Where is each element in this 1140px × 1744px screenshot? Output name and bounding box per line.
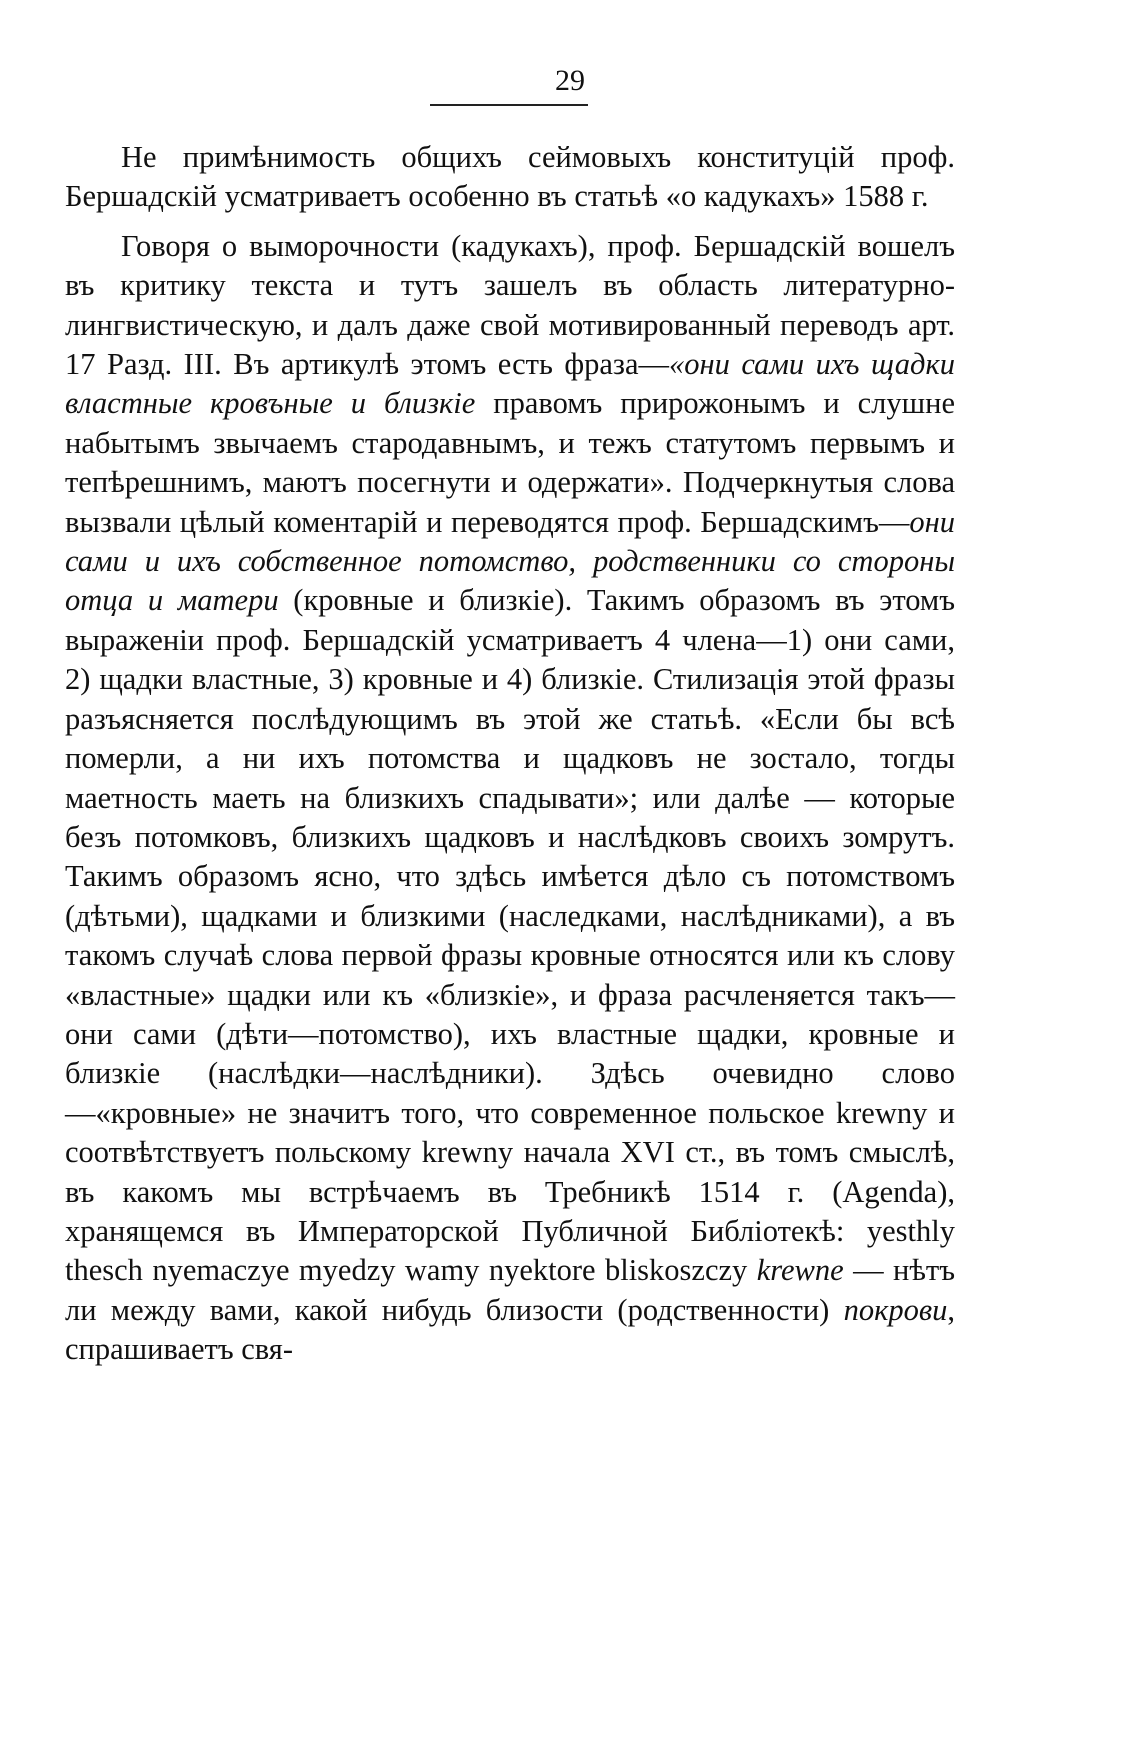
paragraph-2-text-3: (кровные и близкіе). Такимъ образомъ въ этомъ выраженіи проф. Бершадскій усматриваетъ 4 члена—1) они сами, 2) щадки властные, 3) кровные и 4) близкіе. Стилизація этой фразы разъясняется послѣдующимъ въ этой же статьѣ. «Если бы всѣ померли, а ни ихъ потомства и щадковъ не зостало, тогды маетность маеть на близкихъ спадывати»; или далѣе — которые безъ потомковъ, близкихъ щадковъ и наслѣдковъ своихъ зомрутъ. Такимъ образомъ ясно, что здѣсь имѣется дѣло съ потомствомъ (дѣтьми), щадками и близкими (наследками, наслѣдниками), а въ такомъ случаѣ слова первой фразы кровные относятся или къ слову «властные» щадки или къ «близкіе», и фраза расчленяется такъ—они сами (дѣти—потомство), ихъ властные щадки, кровные и близкіе (наслѣдки—наслѣдники). Здѣсь очевидно слово—«кровные» не значитъ того, что современное польское krewny и соотвѣтствуетъ польскому krewny начала XVI ст., въ томъ смыслѣ, въ какомъ мы встрѣчаемъ въ Требникѣ 1514 г. (Agenda), хранящемся въ Императорской Публичной Библіотекѣ: yesthly thesch nyemaczye myedzy wamy nyektore bliskoszczy	[65, 583, 955, 1288]
paragraph-2-text-2: правомъ прирожонымъ и слушне набытымъ звычаемъ стародавнымъ, и тежъ статутомъ первымъ и тепѣрешнимъ, маютъ посегнути и одержати». Подчеркнутыя слова вызвали цѣлый коментарій и переводятся проф. Бершадскимъ—	[65, 386, 955, 539]
quoted-translation-bershadsky: они сами и ихъ собственное потомство, родственники со стороны отца и матери	[65, 504, 955, 618]
paragraph-1-text: Не примѣнимость общихъ сеймовыхъ конституцій проф. Бершадскій усматриваетъ особенно въ статьѣ «о кадукахъ» 1588 г.	[65, 140, 955, 214]
quoted-phrase-statute: «они сами ихъ щадки властные кровъные и близкіе	[65, 347, 956, 421]
paragraph-2	[65, 227, 955, 1370]
paragraph-2-text-4: — нѣтъ ли между вами, какой нибудь близости (родственности)	[65, 1253, 956, 1327]
paragraph-2-text-5: , спрашиваетъ свя-	[65, 1292, 955, 1367]
page-number: 29	[555, 64, 585, 97]
paragraph-1	[65, 138, 955, 217]
quoted-word-krewne: krewne	[756, 1253, 844, 1288]
body-text	[65, 138, 955, 1370]
paragraph-2-text-1: Говоря о выморочности (кадукахъ), проф. Бершадскій вошелъ въ критику текста и тутъ зашелъ въ область литературно-лингвистическую, и далъ даже свой мотивированный переводъ арт. 17 Разд. III. Въ артикулѣ этомъ есть фраза—	[65, 228, 955, 382]
page-number-rule	[430, 104, 588, 106]
quoted-word-pokrovi: покрови	[843, 1292, 948, 1327]
